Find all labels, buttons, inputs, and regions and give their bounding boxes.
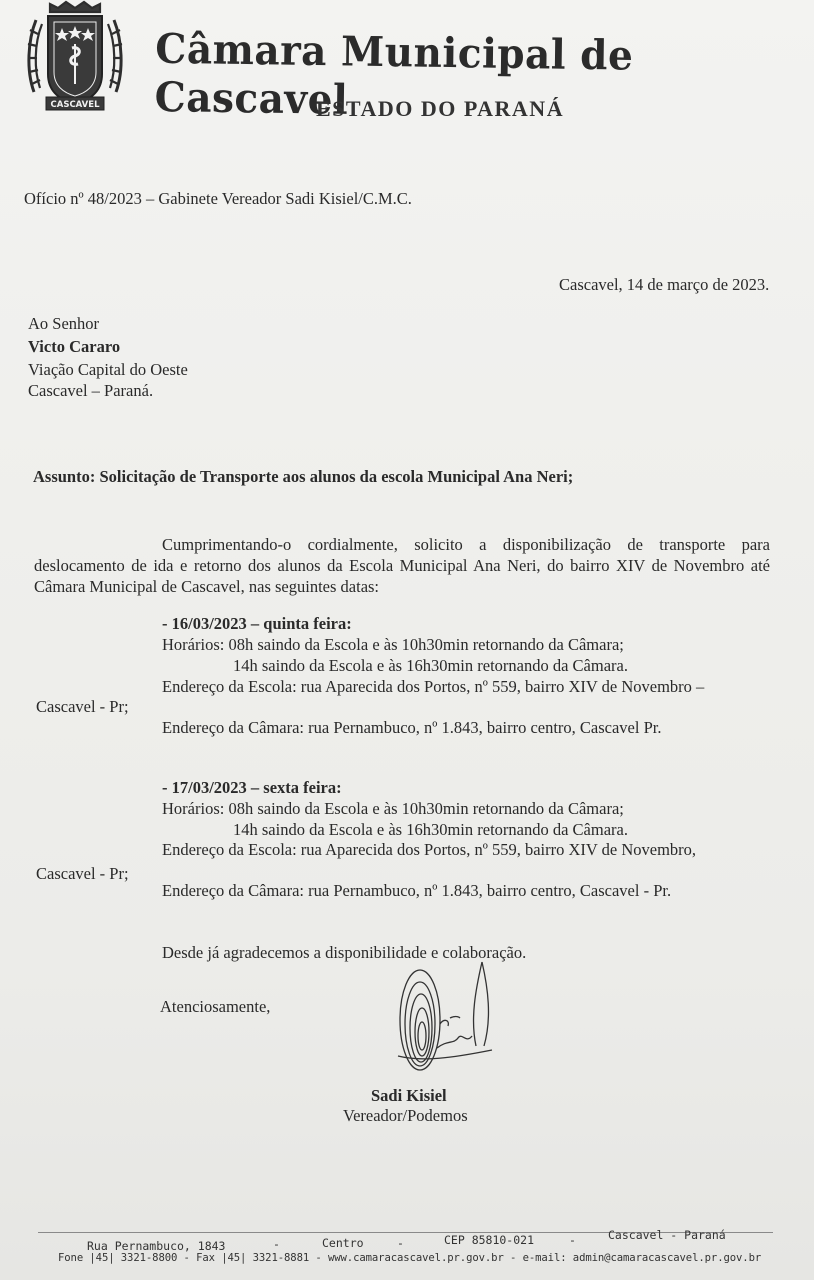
footer-street: Rua Pernambuco, 1843 (87, 1239, 226, 1253)
handwritten-signature-icon (392, 958, 502, 1076)
institution-title: Câmara Municipal de Cascavel (154, 24, 634, 125)
date-line: Cascavel, 14 de março de 2023. (559, 275, 770, 294)
schedule-school-address: Endereço da Escola: rua Aparecida dos Portos, nº 559, bairro XIV de Novembro, (162, 840, 697, 859)
schedule-school-address-cont: Cascavel - Pr; (36, 864, 129, 883)
schedule-chamber-address: Endereço da Câmara: rua Pernambuco, nº 1.843, bairro centro, Cascavel - Pr. (162, 881, 672, 900)
schedule-date: - 17/03/2023 – sexta feira: (162, 778, 342, 797)
footer-district: Centro (322, 1236, 364, 1250)
footer-separator: - (273, 1237, 280, 1251)
footer-separator: - (569, 1233, 576, 1247)
schedule-chamber-address: Endereço da Câmara: rua Pernambuco, nº 1.843, bairro centro, Cascavel Pr. (162, 718, 662, 737)
body-text: Cumprimentando-o cordialmente, solicito a disponibilização de transporte para deslocamento de ida e retorno dos alunos da Escola Municipal Ana Neri, do bairro XIV de Novembro até Câmara Municipal de Cascavel, nas seguintes datas: (34, 535, 770, 596)
signer-name: Sadi Kisiel (371, 1086, 447, 1105)
recipient-company: Viação Capital do Oeste (28, 360, 188, 379)
footer-city: Cascavel - Paraná (608, 1228, 726, 1242)
regards-line: Atenciosamente, (160, 997, 271, 1016)
footer-contacts: Fone |45| 3321-8800 - Fax |45| 3321-8881 - www.camaracascavel.pr.gov.br - e-mail: admin@camaracascavel.pr.gov.br (58, 1252, 762, 1264)
municipal-crest-icon (20, 0, 130, 118)
schedule-horarios: Horários: 08h saindo da Escola e às 10h30min retornando da Câmara; (162, 799, 624, 818)
schedule-horarios-second: 14h saindo da Escola e às 16h30min retornando da Câmara. (233, 820, 628, 839)
signer-role: Vereador/Podemos (343, 1106, 468, 1125)
office-reference: Ofício nº 48/2023 – Gabinete Vereador Sadi Kisiel/C.M.C. (24, 189, 412, 208)
body-paragraph (34, 534, 770, 597)
institution-subtitle: ESTADO DO PARANÁ (316, 96, 565, 121)
schedule-horarios-second: 14h saindo da Escola e às 16h30min retornando da Câmara. (233, 656, 628, 675)
closing-line: Desde já agradecemos a disponibilidade e colaboração. (162, 943, 527, 962)
footer-cep: CEP 85810-021 (444, 1233, 535, 1247)
subject-line: Assunto: Solicitação de Transporte aos alunos da escola Municipal Ana Neri; (33, 467, 574, 486)
schedule-school-address-cont: Cascavel - Pr; (36, 697, 129, 716)
recipient-salutation: Ao Senhor (28, 314, 100, 333)
schedule-horarios: Horários: 08h saindo da Escola e às 10h30min retornando da Câmara; (162, 635, 624, 654)
footer-separator: - (397, 1236, 404, 1250)
recipient-name: Victo Cararo (28, 337, 121, 356)
crest-label: CASCAVEL (50, 100, 100, 110)
schedule-school-address: Endereço da Escola: rua Aparecida dos Portos, nº 559, bairro XIV de Novembro – (162, 677, 705, 696)
recipient-city: Cascavel – Paraná. (28, 381, 154, 400)
schedule-date: - 16/03/2023 – quinta feira: (162, 614, 352, 633)
